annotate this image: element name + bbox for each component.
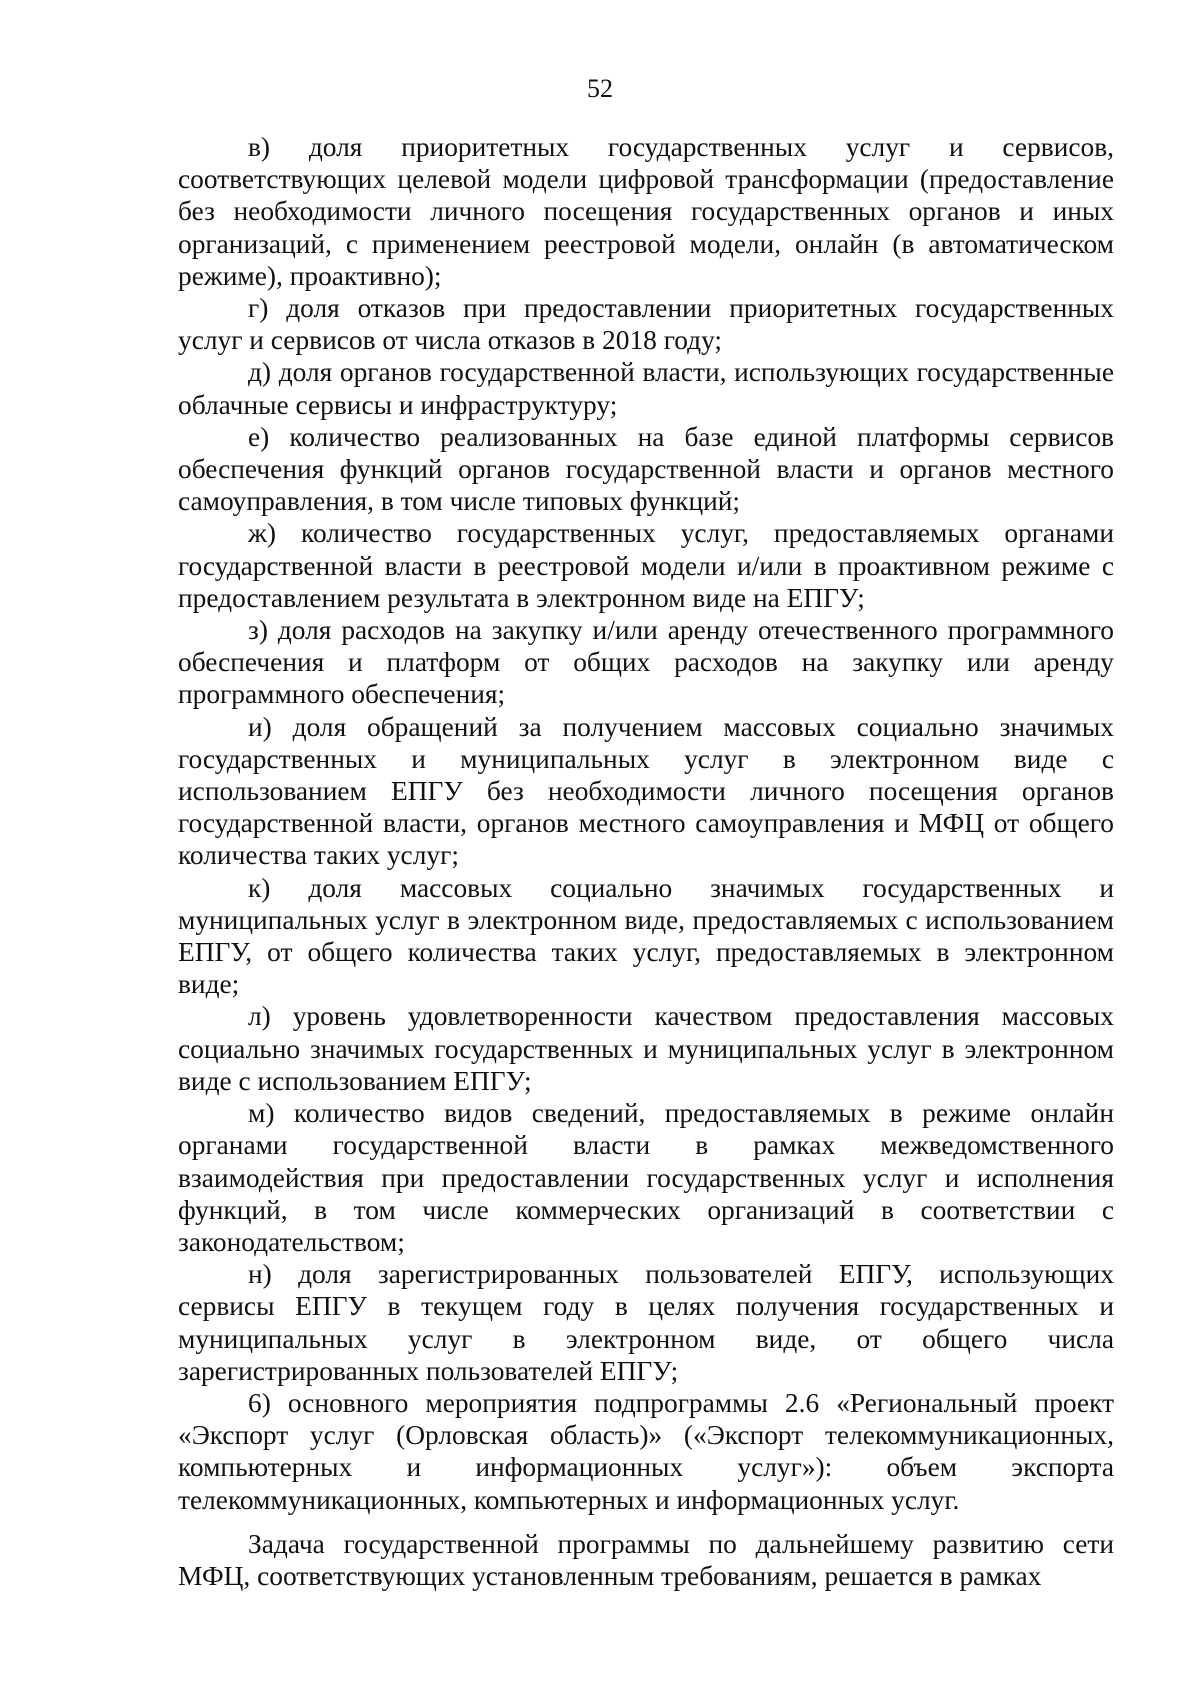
document-body bbox=[178, 131, 1114, 1592]
paragraph-i: и) доля обращений за получением массовых социально значимых государственных и муниципальных услуг в электронном виде с использованием ЕПГУ без необходимости личного посещения органов государственной власти, органов местного самоуправления и МФЦ от общего количества таких услуг; bbox=[178, 711, 1114, 871]
paragraph-v: в) доля приоритетных государственных услуг и сервисов, соответствующих целевой модели цифровой трансформации (предоставление без необходимости личного посещения государственных органов и иных организаций, с применением реестровой модели, онлайн (в автоматическом режиме), проактивно); bbox=[178, 132, 1114, 291]
paragraph-task: Задача государственной программы по дальнейшему развитию сети МФЦ, соответствующих установленным требованиям, решается в рамках bbox=[178, 1528, 1114, 1591]
paragraph-z: з) доля расходов на закупку и/или аренду отечественного программного обеспечения и платформ от общих расходов на закупку или аренду программного обеспечения; bbox=[178, 615, 1114, 710]
paragraph-e: е) количество реализованных на базе единой платформы сервисов обеспечения функций органов государственной власти и органов местного самоуправления, в том числе типовых функций; bbox=[178, 421, 1114, 517]
page-number: 52 bbox=[587, 74, 613, 103]
paragraph-m: м) количество видов сведений, предоставляемых в режиме онлайн органами государственной власти в рамках межведомственного взаимодействия при предоставлении государственных услуг и исполнения функций, в том числе коммерческих организаций в соответствии с законодательством; bbox=[178, 1098, 1114, 1257]
paragraph-d: д) доля органов государственной власти, использующих государственные облачные сервисы и инфраструктуру; bbox=[178, 357, 1114, 420]
paragraph-zh: ж) количество государственных услуг, предоставляемых органами государственной власти в реестровой модели и/или в проактивном режиме с предоставлением результата в электронном виде на ЕПГУ; bbox=[178, 518, 1114, 613]
paragraph-6: 6) основного мероприятия подпрограммы 2.6 «Региональный проект «Экспорт услуг (Орловская область)» («Экспорт телекоммуникационных, компьютерных и информационных услуг»): объем экспорта телекоммуникационных, компьютерных и информационных услуг. bbox=[178, 1387, 1114, 1515]
paragraph-n: н) доля зарегистрированных пользователей ЕПГУ, использующих сервисы ЕПГУ в текущем году в целях получения государственных и муниципальных услуг в электронном виде, от общего числа зарегистрированных пользователей ЕПГУ; bbox=[178, 1259, 1114, 1386]
paragraph-k: к) доля массовых социально значимых государственных и муниципальных услуг в электронном виде, предоставляемых с использованием ЕПГУ, от общего количества таких услуг, предоставляемых в электронном виде; bbox=[178, 872, 1114, 1000]
paragraph-l: л) уровень удовлетворенности качеством предоставления массовых социально значимых государственных и муниципальных услуг в электронном виде с использованием ЕПГУ; bbox=[178, 1001, 1114, 1096]
paragraph-g: г) доля отказов при предоставлении приоритетных государственных услуг и сервисов от числа отказов в 2018 году; bbox=[178, 293, 1114, 356]
